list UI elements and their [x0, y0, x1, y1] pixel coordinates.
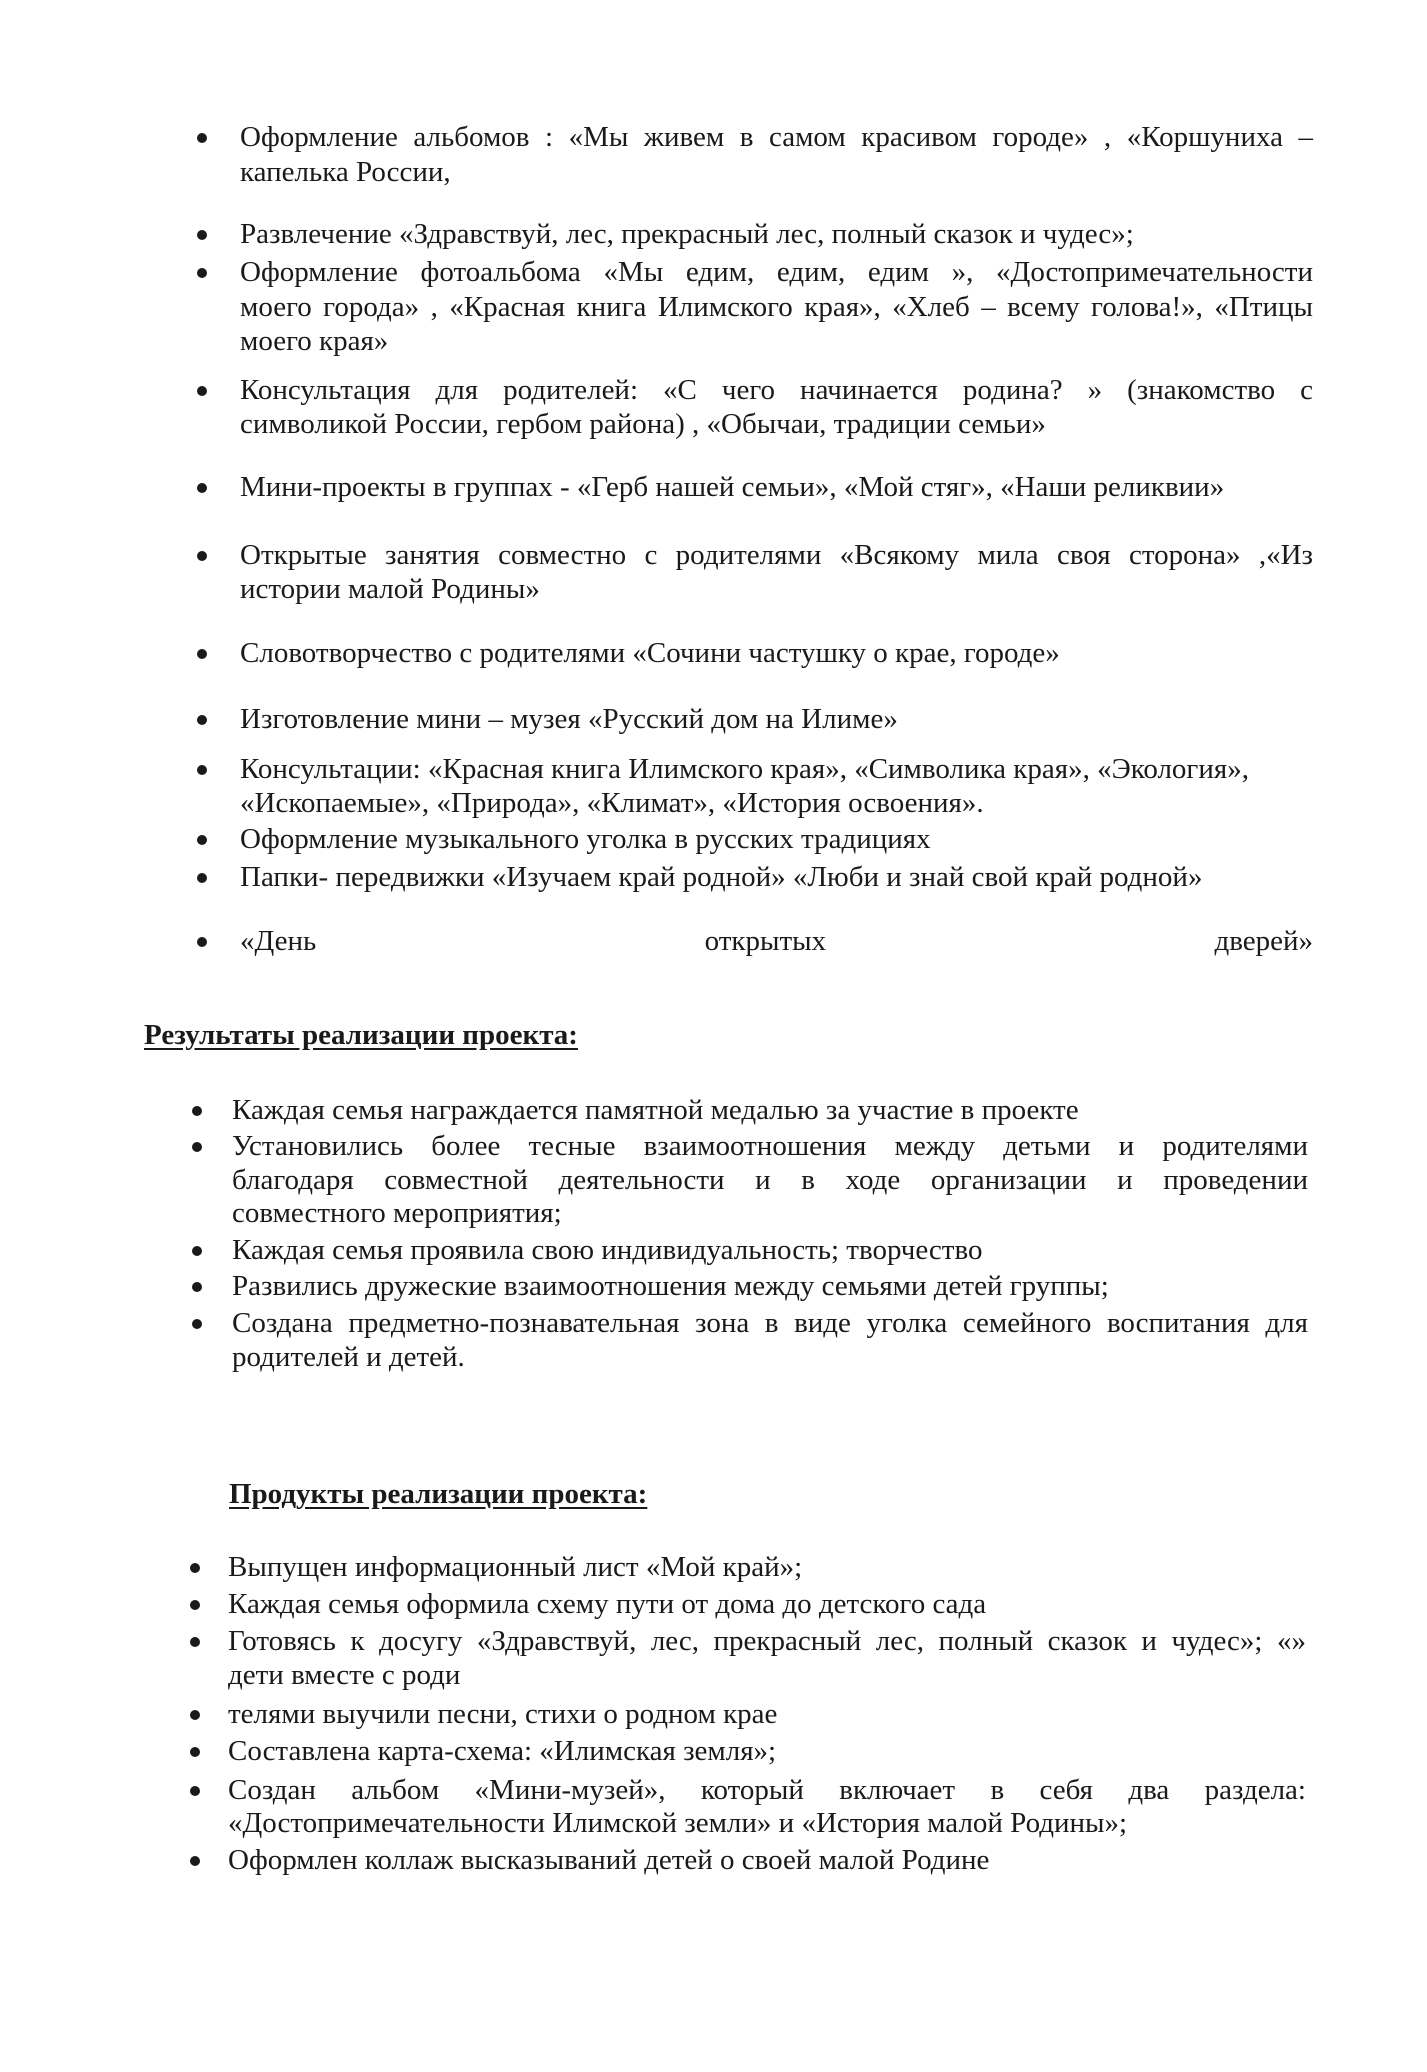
results-item-line: Каждая семья награждается памятной медалью за участие в проекте	[232, 1094, 1079, 1126]
activities-item-line: Развлечение «Здравствуй, лес, прекрасный лес, полный сказок и чудес»;	[240, 218, 1134, 250]
activities-item-line: «Ископаемые», «Природа», «Климат», «История освоения».	[240, 787, 984, 819]
activities-item-line: Открытые занятия совместно с родителями «Всякому мила своя сторона» ,«Из	[240, 539, 1313, 571]
bullet-icon	[197, 551, 207, 561]
results-item-line: родителей и детей.	[232, 1341, 465, 1373]
bullet-icon	[197, 386, 207, 396]
results-item-line: Создана предметно-познавательная зона в виде уголка семейного воспитания для	[232, 1307, 1308, 1339]
bullet-icon	[197, 937, 207, 947]
products-item-line: Готовясь к досугу «Здравствуй, лес, прекрасный лес, полный сказок и чудес»; «»	[228, 1625, 1306, 1657]
products-item-line: Каждая семья оформила схему пути от дома до детского сада	[228, 1588, 987, 1620]
bullet-icon	[197, 133, 207, 143]
bullet-icon	[197, 765, 207, 775]
activities-item-line: Консультации: «Красная книга Илимского края», «Символика края», «Экология»,	[240, 753, 1249, 785]
activities-item-line: Консультация для родителей: «С чего начинается родина? » (знакомство с	[240, 374, 1313, 406]
activities-item-line: символикой России, гербом района) , «Обычаи, традиции семьи»	[240, 408, 1046, 440]
bullet-icon	[197, 483, 207, 493]
bullet-icon	[197, 715, 207, 725]
bullet-icon	[192, 1246, 202, 1256]
bullet-icon	[192, 1282, 202, 1292]
activities-item-line: капелька России,	[240, 156, 451, 188]
results-item-line: Развились дружеские взаимоотношения между семьями детей группы;	[232, 1270, 1109, 1302]
products-heading: Продукты реализации проекта:	[229, 1478, 648, 1510]
activities-item-line: Словотворчество с родителями «Сочини частушку о крае, городе»	[240, 637, 1060, 669]
bullet-icon	[197, 835, 207, 845]
activities-item-line: Оформление музыкального уголка в русских традициях	[240, 823, 931, 855]
products-item-line: Выпущен информационный лист «Мой край»;	[228, 1551, 803, 1583]
activities-item-line: моего города» , «Красная книга Илимского края», «Хлеб – всему голова!», «Птицы	[240, 291, 1313, 323]
bullet-icon	[190, 1637, 200, 1647]
products-item-line: «Достопримечательности Илимской земли» и «История малой Родины»;	[228, 1807, 1128, 1839]
products-item-line: Создан альбом «Мини-музей», который включает в себя два раздела:	[228, 1774, 1306, 1806]
bullet-icon	[192, 1142, 202, 1152]
bullet-icon	[192, 1319, 202, 1329]
bullet-icon	[190, 1747, 200, 1757]
bullet-icon	[190, 1786, 200, 1796]
activities-item-line: моего края»	[240, 325, 389, 357]
bullet-icon	[197, 230, 207, 240]
results-item-line: Каждая семья проявила свою индивидуальность; творчество	[232, 1234, 983, 1266]
results-heading: Результаты реализации проекта:	[144, 1019, 578, 1051]
bullet-icon	[197, 873, 207, 883]
results-item-line: совместного мероприятия;	[232, 1197, 562, 1229]
activities-item-line: Оформление альбомов : «Мы живем в самом красивом городе» , «Коршуниха –	[240, 121, 1313, 153]
bullet-icon	[190, 1856, 200, 1866]
activities-item-line: Оформление фотоальбома «Мы едим, едим, едим », «Достопримечательности	[240, 256, 1313, 288]
activities-item-line: Папки- передвижки «Изучаем край родной» «Люби и знай свой край родной»	[240, 861, 1203, 893]
bullet-icon	[190, 1600, 200, 1610]
activities-item-line: Изготовление мини – музея «Русский дом на Илиме»	[240, 703, 898, 735]
products-item-line: Составлена карта-схема: «Илимская земля»;	[228, 1735, 777, 1767]
bullet-icon	[197, 268, 207, 278]
products-item-line: дети вместе с роди	[228, 1659, 461, 1691]
bullet-icon	[192, 1106, 202, 1116]
bullet-icon	[190, 1563, 200, 1573]
activities-item-line: Мини-проекты в группах - «Герб нашей семьи», «Мой стяг», «Наши реликвии»	[240, 471, 1225, 503]
bullet-icon	[197, 649, 207, 659]
bullet-icon	[190, 1710, 200, 1720]
results-item-line: благодаря совместной деятельности и в ходе организации и проведении	[232, 1164, 1308, 1196]
products-item-line: телями выучили песни, стихи о родном крае	[228, 1698, 778, 1730]
results-item-line: Установились более тесные взаимоотношения между детьми и родителями	[232, 1130, 1308, 1162]
activities-item-line: истории малой Родины»	[240, 573, 540, 605]
activities-item-line: «День открытых дверей»	[240, 925, 1313, 957]
products-item-line: Оформлен коллаж высказываний детей о своей малой Родине	[228, 1844, 990, 1876]
